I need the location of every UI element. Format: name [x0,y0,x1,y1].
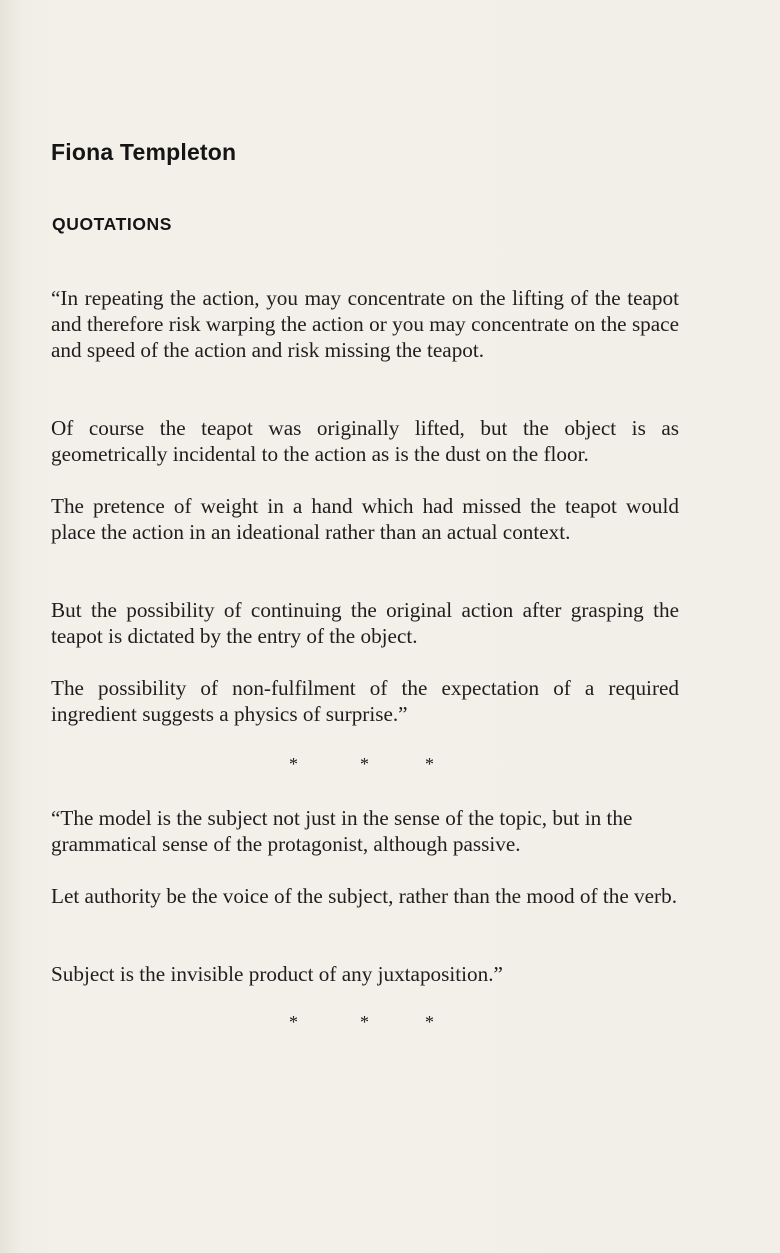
separator-asterisk: * [360,754,369,774]
paragraph: Let authority be the voice of the subject, rather than the mood of the verb. [51,884,677,908]
paragraph: “In repeating the action, you may concentrate on the lifting of the teapot and therefore risk warping the action or you may concentrate on the space and speed of the action and risk missing the teapot. [51,286,679,362]
author-name: Fiona Templeton [51,139,237,165]
paragraph: The possibility of non-fulfilment of the expectation of a required ingredient suggests a physics of surprise.” [51,676,679,726]
separator-asterisk: * [289,1012,298,1032]
paragraph: “The model is the subject not just in the sense of the topic, but in the grammatical sense of the protagonist, although passive. [51,806,633,856]
separator-asterisk: * [425,754,434,774]
paragraph: But the possibility of continuing the original action after grasping the teapot is dictated by the entry of the object. [51,598,679,648]
poem-title: QUOTATIONS [52,214,173,234]
paragraph: Subject is the invisible product of any juxtaposition.” [51,962,503,986]
separator-asterisk: * [289,754,298,774]
separator-asterisk: * [360,1012,369,1032]
separator-asterisk: * [425,1012,434,1032]
paragraph: Of course the teapot was originally lifted, but the object is as geometrically incidental to the action as is the dust on the floor. [51,416,679,466]
paragraph: The pretence of weight in a hand which had missed the teapot would place the action in an ideational rather than an actual context. [51,494,679,544]
